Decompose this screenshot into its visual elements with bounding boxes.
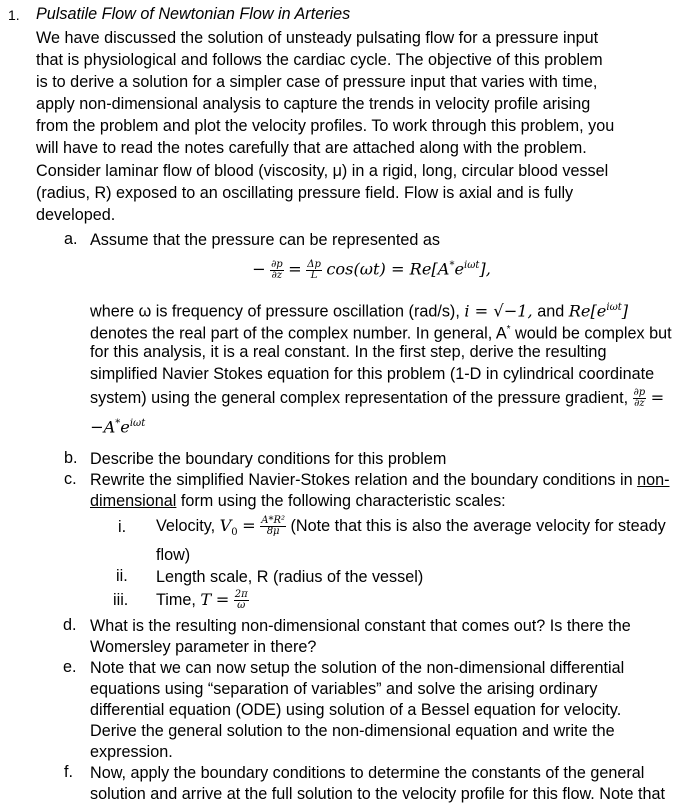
intro-line: will have to read the notes carefully that are attached along with the problem. xyxy=(36,139,587,158)
part-c-line-2: dimensional form using the following characteristic scales: xyxy=(90,492,506,510)
part-d-label: d. xyxy=(63,616,77,634)
pressure-gradient-fraction: $\frac{\partial p}{\partial z}$ xyxy=(633,387,646,410)
part-d-line-2: Womersley parameter in there? xyxy=(90,638,317,656)
intro-line: (radius, R) exposed to an oscillating pressure field. Flow is axial and is fully xyxy=(36,183,574,202)
intro-line: developed. xyxy=(36,205,116,224)
time-scale-fraction: $\frac{2\pi}{\omega}$ xyxy=(234,589,248,612)
intro-line: is to derive a solution for a simpler case of pressure input that varies with time, xyxy=(36,73,598,92)
part-c-label: c. xyxy=(64,470,77,488)
item-i-label: i. xyxy=(118,518,127,536)
part-c-line-1: Rewrite the simplified Navier-Stokes relation and the boundary conditions in non- xyxy=(90,471,670,489)
item-ii-length-scale: Length scale, R (radius of the vessel) xyxy=(156,568,424,586)
intro-line: Consider laminar flow of blood (viscosity, μ) in a rigid, long, circular blood vessel xyxy=(36,161,609,180)
delta-p-over-l-fraction: $\frac{\Delta p}{L}$ xyxy=(307,258,321,281)
intro-paragraph xyxy=(36,27,690,226)
part-a-line-2: denotes the real part of the complex number. In general, A* would be complex but xyxy=(90,324,672,343)
part-a-line-1: where ω is frequency of pressure oscillation (rad/s), i = √−1, and $Re[e^{i\omega t}]$ xyxy=(90,301,629,321)
part-e-line: expression. xyxy=(90,743,173,761)
part-e-line: differential equation (ODE) using solution of a Bessel equation for velocity. xyxy=(90,701,622,719)
part-f-label: f. xyxy=(64,763,73,781)
part-d-line-1: What is the resulting non-dimensional constant that comes out? Is there the xyxy=(90,617,631,635)
part-f-line: solution and arrive at the full solution to the velocity profile for this flow. Note that xyxy=(90,785,665,803)
part-e-line: Note that we can now setup the solution of the non-dimensional differential xyxy=(90,659,625,677)
question-number: 1. xyxy=(8,7,20,23)
item-i-velocity: Velocity, $V_0$ = $\frac{\text{A*R²}}{8\mu}$ (Note that this is also the average velocity for steady xyxy=(156,515,666,539)
question-title: Pulsatile Flow of Newtonian Flow in Arteries xyxy=(36,5,351,23)
item-iii-label: iii. xyxy=(113,591,129,609)
dp-dz-fraction: $\frac{\partial p}{\partial z}$ xyxy=(271,258,283,281)
part-a-lead: Assume that the pressure can be represented as xyxy=(90,231,441,249)
part-a-line-5: system) using the general complex representation of the pressure gradient, $\frac{\partial p}{\partial z}$ = xyxy=(90,387,665,410)
velocity-scale-fraction: $\frac{\text{A*R²}}{8\mu}$ xyxy=(261,515,286,538)
part-a-line-3: for this analysis, it is a real constant. In the first step, derive the resulting xyxy=(90,343,607,361)
part-e-line: equations using “separation of variables” and solve the arising ordinary xyxy=(90,680,598,698)
intro-line: from the problem and plot the velocity profiles. To work through this problem, you xyxy=(36,117,615,136)
part-a-line-4: simplified Navier Stokes equation for this problem (1-D in cylindrical coordinate xyxy=(90,365,655,383)
intro-line: We have discussed the solution of unsteady pulsating flow for a pressure input xyxy=(36,29,599,47)
part-f-line: Now, apply the boundary conditions to determine the constants of the general xyxy=(90,764,645,782)
intro-line: that is physiological and follows the cardiac cycle. The objective of this problem xyxy=(36,51,603,70)
part-e-line: Derive the general solution to the non-dimensional equation and write the xyxy=(90,722,615,740)
part-a-label: a. xyxy=(64,230,78,248)
pressure-equation: − $\frac{\partial p}{\partial z}$ = $\frac{\Delta p}{L}$ $\cos(\omega t) = Re[A^*e^{i\omega t}]$, xyxy=(252,258,491,281)
intro-line: apply non-dimensional analysis to capture the trends in velocity profile arising xyxy=(36,95,591,114)
item-i-note-end: flow) xyxy=(156,546,191,564)
part-a-line-6: $-A^*e^{i\omega t}$ xyxy=(90,417,146,437)
part-e-label: e. xyxy=(63,658,77,676)
part-b-text: Describe the boundary conditions for this problem xyxy=(90,450,447,468)
item-iii-time-scale: Time, T = $\frac{2\pi}{\omega}$ xyxy=(156,589,248,612)
part-b-label: b. xyxy=(64,449,78,467)
item-ii-label: ii. xyxy=(116,567,128,585)
